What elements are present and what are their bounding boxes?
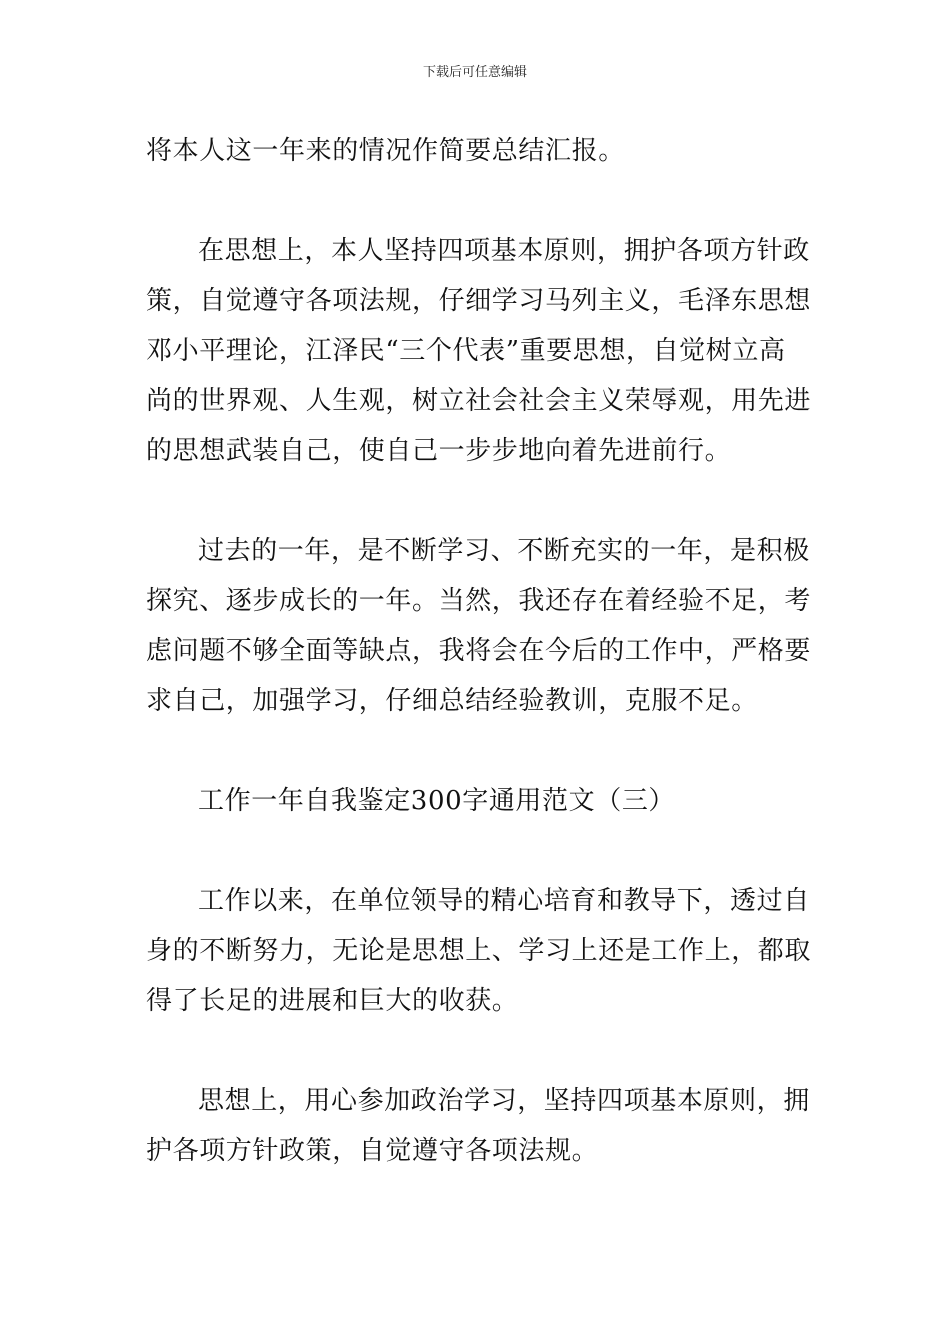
- paragraph-gap: [146, 176, 808, 226]
- paragraph-line: 护各项方针政策，自觉遵守各项法规。: [146, 1136, 599, 1166]
- page-header: 下载后可任意编辑: [422, 65, 527, 80]
- paragraph-line: 在思想上，本人坚持四项基本原则，拥护各项方针政: [198, 236, 810, 266]
- paragraph-line: 虑问题不够全面等缺点，我将会在今后的工作中，严格要: [146, 636, 812, 666]
- paragraph-line: 尚的世界观、人生观，树立社会社会主义荣辱观，用先进: [146, 386, 812, 416]
- paragraph-gap: [146, 1026, 808, 1076]
- paragraph-line: 得了长足的进展和巨大的收获。: [146, 986, 519, 1016]
- section-heading: [146, 776, 808, 826]
- paragraph-line: 探究、逐步成长的一年。当然，我还存在着经验不足，考: [146, 586, 812, 616]
- paragraph-line: 工作以来，在单位领导的精心培育和教导下，透过自: [198, 886, 810, 916]
- paragraph-gap: [146, 476, 808, 526]
- section-heading-text: 工作一年自我鉴定300字通用范文（三）: [198, 786, 676, 816]
- paragraph-1: [146, 126, 808, 176]
- paragraph-line: 过去的一年，是不断学习、不断充实的一年，是积极: [198, 536, 810, 566]
- paragraph-line: 邓小平理论，江泽民“三个代表”重要思想，自觉树立高: [146, 336, 786, 366]
- paragraph-5: [146, 1076, 808, 1176]
- paragraph-3: [146, 526, 812, 726]
- paragraph-line: 的思想武装自己，使自己一步步地向着先进前行。: [146, 436, 732, 466]
- paragraph-line: 求自己，加强学习，仔细总结经验教训，克服不足。: [146, 686, 758, 716]
- paragraph-line: 将本人这一年来的情况作简要总结汇报。: [146, 136, 625, 166]
- paragraph-4: [146, 876, 812, 1026]
- paragraph-2: [146, 226, 812, 476]
- paragraph-gap: [146, 826, 808, 876]
- document-body: [146, 126, 812, 1176]
- paragraph-line: 策，自觉遵守各项法规，仔细学习马列主义，毛泽东思想: [146, 286, 812, 316]
- paragraph-gap: [146, 726, 808, 776]
- paragraph-line: 身的不断努力，无论是思想上、学习上还是工作上，都取: [146, 936, 812, 966]
- paragraph-line: 思想上，用心参加政治学习，坚持四项基本原则，拥: [198, 1086, 810, 1116]
